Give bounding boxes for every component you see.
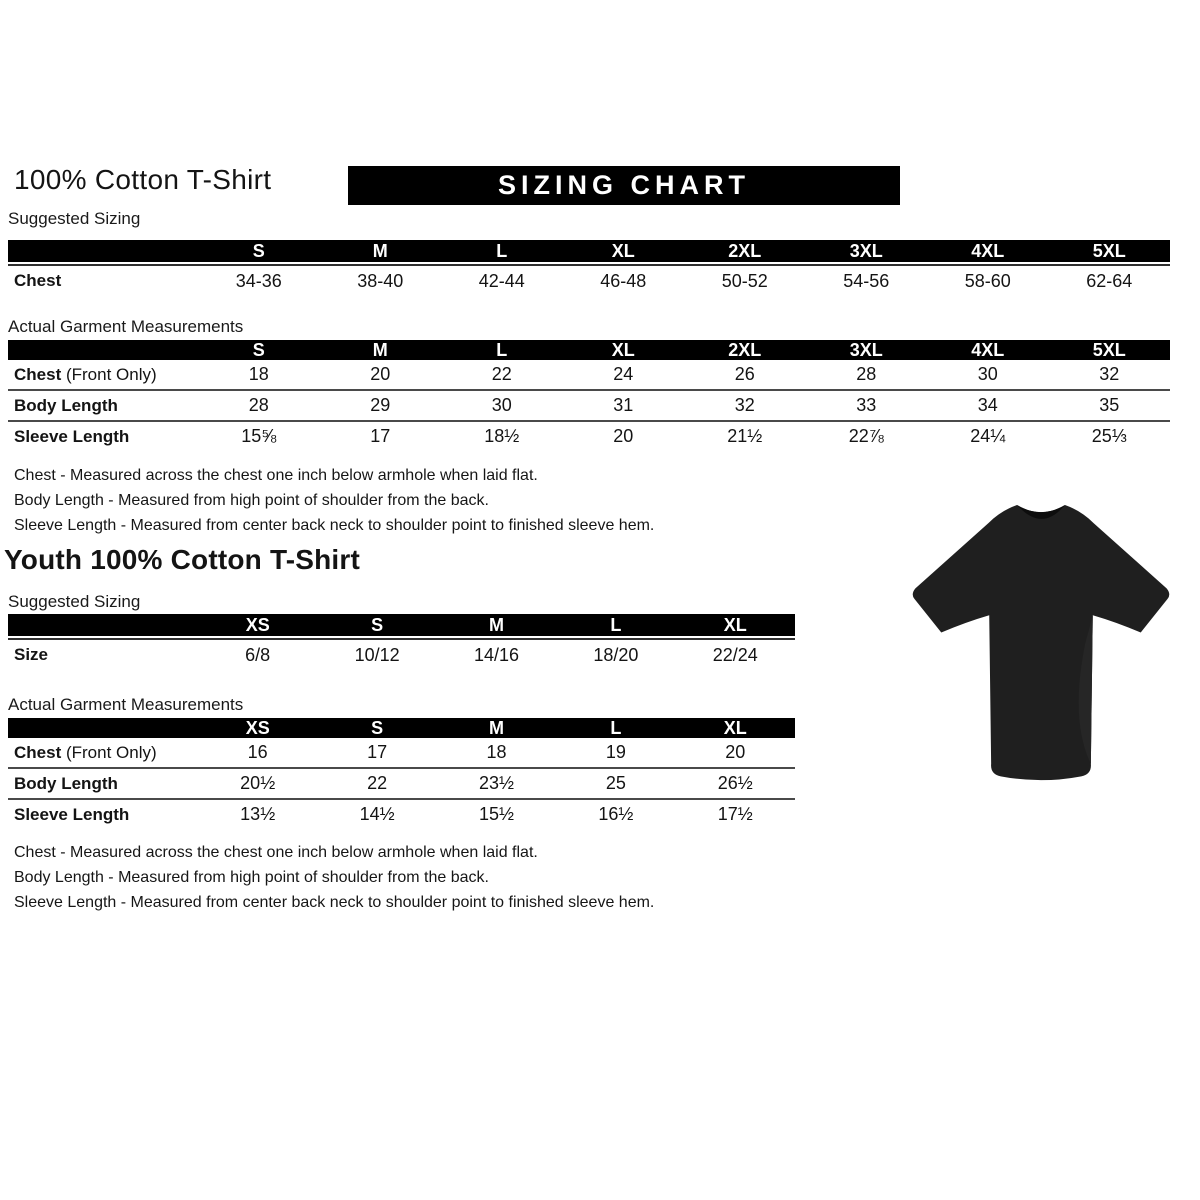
youth-actual-header-row	[8, 718, 795, 738]
measurement-note: Sleeve Length - Measured from center back neck to shoulder point to finished sleeve hem.	[14, 517, 655, 534]
size-column-header: L	[496, 340, 508, 360]
size-value-cell: 32	[1099, 364, 1120, 384]
size-value-cell: 15½	[478, 804, 515, 824]
size-value-cell: 42-44	[478, 270, 525, 291]
size-column-header: S	[252, 340, 265, 360]
size-value-cell: 25⅓	[1091, 426, 1127, 446]
adult-actual-header-row	[8, 340, 1170, 360]
size-value-cell: 22	[491, 364, 512, 384]
row-label: Chest (Front Only)	[14, 364, 157, 384]
measurement-note: Chest - Measured across the chest one inch below armhole when laid flat.	[14, 844, 538, 861]
size-value-cell: 35	[1099, 395, 1120, 415]
size-value-cell: 24	[613, 364, 634, 384]
size-column-header: S	[371, 718, 384, 738]
adult-actual-table	[8, 340, 1170, 451]
size-value-cell: 16	[247, 742, 268, 762]
size-value-cell: 20	[725, 742, 746, 762]
size-column-header: XL	[723, 718, 747, 738]
row-label: Chest	[14, 271, 62, 290]
size-column-header: XS	[245, 614, 270, 635]
size-column-header: 3XL	[849, 340, 883, 360]
size-value-cell: 54-56	[843, 270, 890, 291]
adult-suggested-header-row	[8, 240, 1170, 262]
size-value-cell: 30	[977, 364, 998, 384]
size-column-header: XL	[723, 614, 747, 635]
size-column-header: M	[372, 240, 388, 261]
row-label: Sleeve Length	[14, 804, 130, 824]
row-label: Body Length	[14, 773, 118, 793]
size-value-cell: 50-52	[721, 270, 768, 291]
size-value-cell: 18½	[484, 426, 520, 446]
youth-suggested-table	[8, 614, 795, 670]
size-value-cell: 14/16	[473, 644, 520, 665]
size-value-cell: 21½	[727, 426, 763, 446]
size-column-header: 5XL	[1092, 240, 1126, 261]
size-column-header: M	[488, 614, 504, 635]
row-label: Body Length	[14, 395, 118, 415]
sizing-chart-banner	[348, 166, 900, 205]
row-label-note: (Front Only)	[61, 364, 157, 384]
size-column-header: XL	[611, 340, 635, 360]
size-value-cell: 17	[367, 742, 388, 762]
size-value-cell: 26	[734, 364, 755, 384]
tshirt-image	[893, 481, 1189, 807]
size-value-cell: 28	[856, 364, 877, 384]
size-value-cell: 62-64	[1086, 270, 1133, 291]
size-value-cell: 23½	[478, 773, 515, 793]
table-row	[8, 767, 795, 798]
size-value-cell: 17	[370, 426, 391, 446]
size-column-header: L	[496, 240, 508, 261]
size-column-header: L	[610, 614, 622, 635]
size-value-cell: 18/20	[593, 644, 639, 665]
row-label-note: (Front Only)	[61, 742, 157, 762]
size-value-cell: 18	[486, 742, 507, 762]
size-value-cell: 20	[613, 426, 634, 446]
size-column-header: 2XL	[728, 340, 762, 360]
size-value-cell: 29	[370, 395, 391, 415]
size-column-header: 4XL	[971, 240, 1005, 261]
size-value-cell: 20	[370, 364, 391, 384]
size-value-cell: 22/24	[712, 644, 758, 665]
row-label: Chest (Front Only)	[14, 742, 157, 762]
youth-actual-section-label: Actual Garment Measurements	[8, 695, 244, 714]
sizing-chart-banner-label: SIZING CHART	[498, 170, 750, 200]
size-value-cell: 22	[367, 773, 388, 793]
size-value-cell: 28	[248, 395, 269, 415]
measurement-note: Sleeve Length - Measured from center back neck to shoulder point to finished sleeve hem.	[14, 894, 655, 911]
adult-suggested-table	[8, 240, 1170, 296]
size-value-cell: 24¼	[970, 426, 1006, 446]
size-column-header: 2XL	[728, 240, 762, 261]
size-column-header: XS	[245, 718, 270, 738]
size-value-cell: 22⅞	[848, 426, 884, 446]
size-column-header: 4XL	[971, 340, 1005, 360]
size-value-cell: 20½	[240, 773, 276, 793]
size-column-header: S	[252, 240, 265, 261]
measurement-note: Body Length - Measured from high point of shoulder from the back.	[14, 492, 489, 509]
size-value-cell: 18	[248, 364, 269, 384]
size-column-header: M	[372, 340, 388, 360]
youth-suggested-header-row	[8, 614, 795, 636]
size-value-cell: 13½	[240, 804, 276, 824]
size-column-header: L	[610, 718, 622, 738]
table-row	[8, 738, 795, 767]
size-value-cell: 34	[977, 395, 998, 415]
size-value-cell: 38-40	[357, 270, 404, 291]
table-row	[8, 360, 1170, 389]
youth-measurement-notes	[14, 840, 654, 915]
adult-measurement-notes	[14, 463, 654, 538]
table-row	[8, 420, 1170, 451]
size-value-cell: 26½	[717, 773, 753, 793]
size-value-cell: 25	[605, 773, 626, 793]
adult-actual-section-label: Actual Garment Measurements	[8, 317, 244, 336]
size-value-cell: 16½	[598, 804, 634, 824]
youth-actual-table	[8, 718, 795, 829]
table-row	[8, 389, 1170, 420]
measurement-note: Chest - Measured across the chest one inch below armhole when laid flat.	[14, 467, 538, 484]
size-value-cell: 19	[605, 742, 626, 762]
size-value-cell: 34-36	[235, 270, 282, 291]
row-label: Sleeve Length	[14, 426, 130, 446]
size-value-cell: 46-48	[600, 270, 647, 291]
size-value-cell: 17½	[717, 804, 753, 824]
size-column-header: XL	[611, 240, 635, 261]
size-value-cell: 58-60	[964, 270, 1011, 291]
table-row	[8, 640, 795, 670]
page-title: 100% Cotton T-Shirt	[14, 164, 272, 195]
size-value-cell: 32	[734, 395, 755, 415]
measurement-note: Body Length - Measured from high point of shoulder from the back.	[14, 869, 489, 886]
size-column-header: S	[371, 614, 384, 635]
table-row	[8, 798, 795, 829]
size-value-cell: 33	[856, 395, 877, 415]
size-value-cell: 14½	[359, 804, 395, 824]
tshirt-body	[913, 505, 1170, 780]
row-label: Size	[14, 645, 49, 664]
size-value-cell: 6/8	[245, 644, 271, 665]
size-value-cell: 31	[613, 395, 634, 415]
size-value-cell: 30	[491, 395, 512, 415]
youth-suggested-section-label: Suggested Sizing	[8, 592, 141, 611]
size-value-cell: 15⅝	[241, 426, 277, 446]
table-row	[8, 266, 1170, 296]
size-column-header: 5XL	[1092, 340, 1126, 360]
size-column-header: M	[488, 718, 504, 738]
size-value-cell: 10/12	[354, 644, 400, 665]
size-column-header: 3XL	[849, 240, 883, 261]
adult-suggested-section-label: Suggested Sizing	[8, 209, 141, 228]
youth-title: Youth 100% Cotton T-Shirt	[4, 544, 361, 575]
